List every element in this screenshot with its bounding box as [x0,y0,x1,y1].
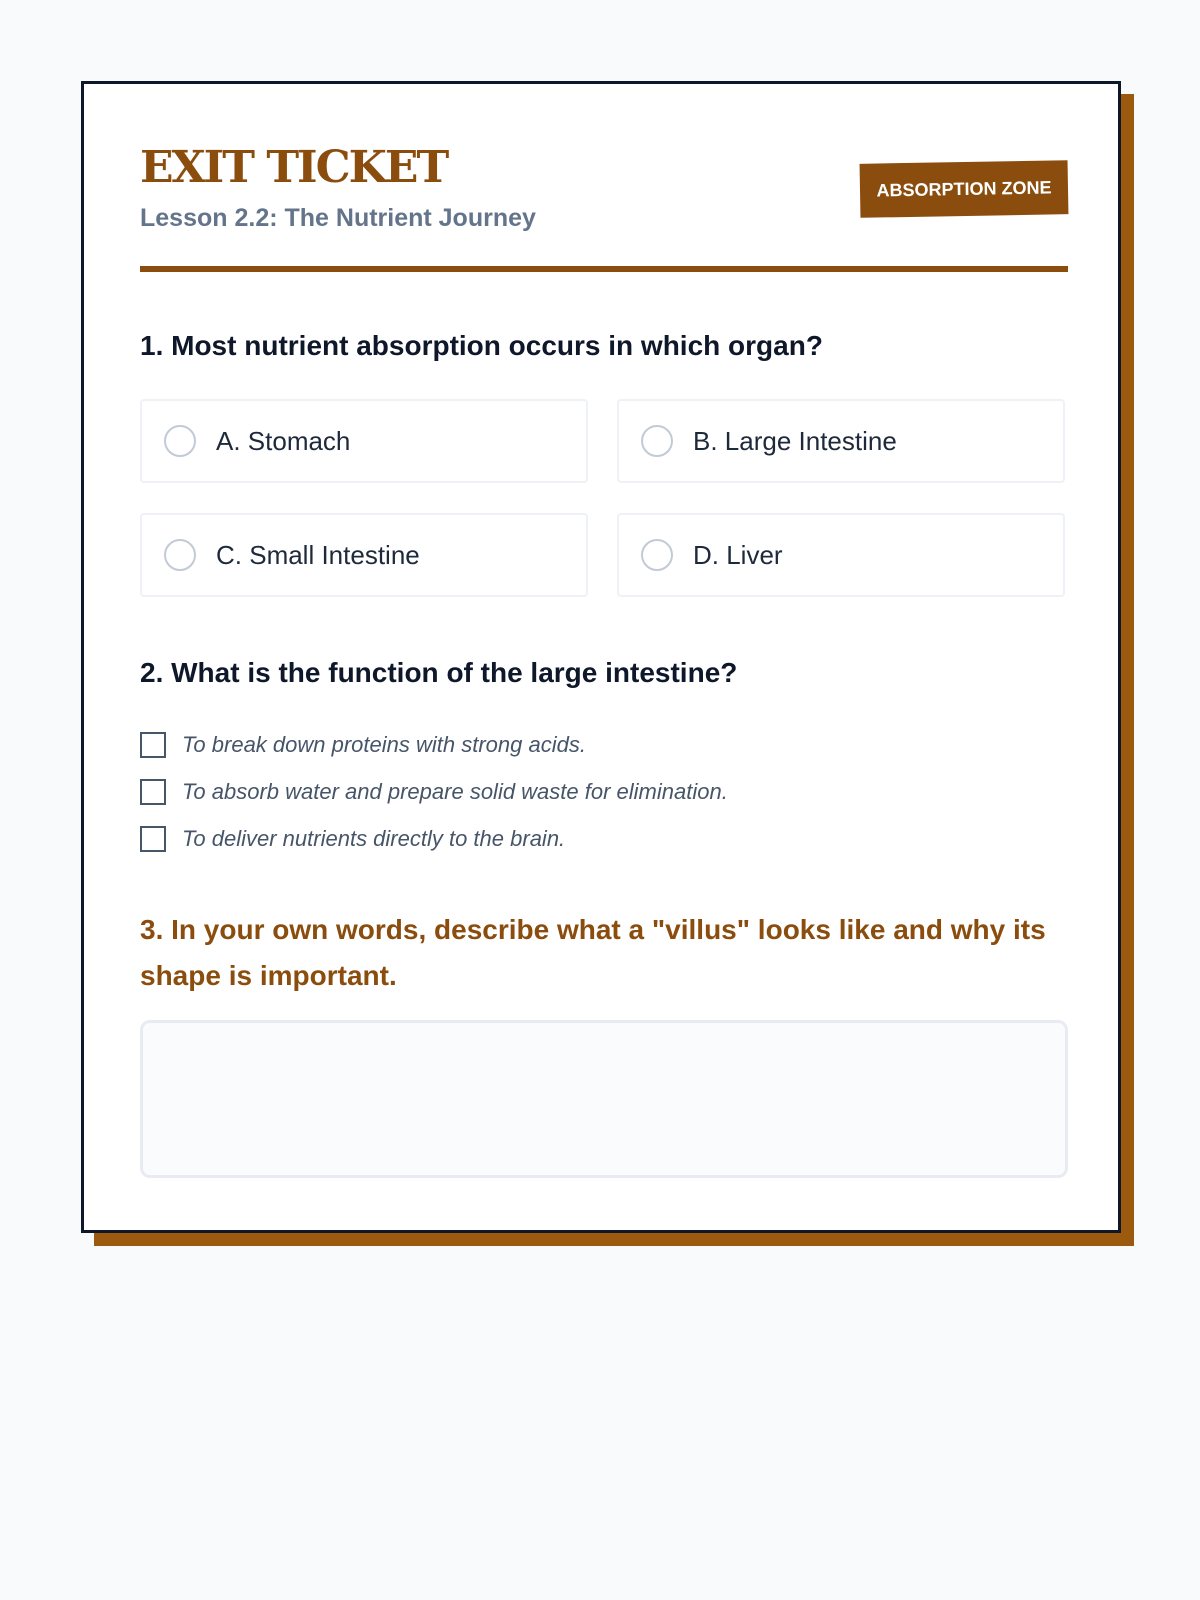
lesson-subtitle: Lesson 2.2: The Nutrient Journey [140,204,536,232]
option-d[interactable] [617,513,1065,597]
checkbox-option-1-label: To break down proteins with strong acids. [182,732,586,757]
checkbox-option-2-label: To absorb water and prepare solid waste for elimination. [182,779,728,804]
option-a[interactable] [140,399,588,483]
question-1-prompt: 1. Most nutrient absorption occurs in which organ? [140,330,823,361]
answer-textarea[interactable] [140,1020,1068,1178]
checkbox-icon[interactable] [140,779,166,805]
option-c-label: C. Small Intestine [216,540,420,570]
zone-badge: ABSORPTION ZONE [860,160,1069,218]
radio-circle-icon[interactable] [164,539,196,571]
radio-circle-icon[interactable] [641,425,673,457]
option-c[interactable] [140,513,588,597]
option-a-label: A. Stomach [216,426,351,456]
option-b-label: B. Large Intestine [693,426,897,456]
ticket-title: EXIT TICKET [140,142,448,193]
question-2-prompt: 2. What is the function of the large intestine? [140,657,738,688]
checkbox-option-3[interactable] [140,824,1040,854]
radio-circle-icon[interactable] [641,539,673,571]
header-divider [140,266,1068,272]
radio-circle-icon[interactable] [164,425,196,457]
question-3-prompt: 3. In your own words, describe what a "villus" looks like and why its shape is important. [140,914,1046,991]
option-d-label: D. Liver [693,540,783,570]
checkbox-icon[interactable] [140,732,166,758]
checkbox-option-1[interactable] [140,730,1040,760]
option-b[interactable] [617,399,1065,483]
checkbox-option-3-label: To deliver nutrients directly to the brain. [182,826,566,851]
exit-ticket-card [81,81,1121,1233]
checkbox-icon[interactable] [140,826,166,852]
checkbox-option-2[interactable] [140,777,1040,807]
